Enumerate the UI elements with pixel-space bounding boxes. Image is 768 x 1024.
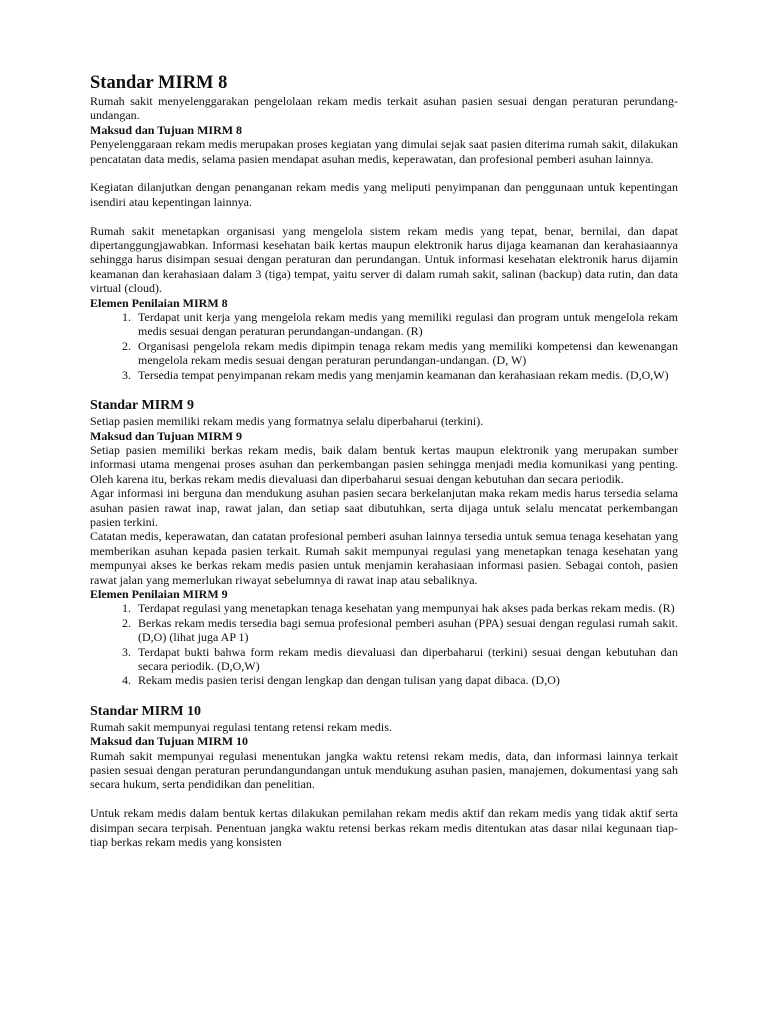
- section-title: Standar MIRM 9: [90, 398, 194, 414]
- subheading-elemen-penilaian: Elemen Penilaian MIRM 8: [90, 295, 228, 310]
- section-title: Standar MIRM 10: [90, 703, 201, 719]
- paragraph: Untuk rekam medis dalam bentuk kertas dilakukan pemilahan rekam medis aktif dan rekam medis yang tidak aktif serta disimpan secara terpisah. Penentuan jangka waktu retensi berkas rekam medis ditentukan atas dasar nilai kegunaan tiap-tiap berkas rekam medis yang konsisten: [90, 806, 678, 850]
- list-item: 1. Terdapat unit kerja yang mengelola rekam medis yang memiliki regulasi dan program untuk mengelola rekam medis sesuai dengan peraturan perundangan-undangan. (R): [134, 310, 678, 339]
- paragraph: Kegiatan dilanjutkan dengan penanganan rekam medis yang meliputi penyimpanan dan penggunaan untuk kepentingan isendiri atau kepentingan lainnya.: [90, 180, 678, 209]
- section-mirm-9: [90, 398, 678, 688]
- paragraph: Setiap pasien memiliki berkas rekam medis, baik dalam bentuk kertas maupun elektronik yang merupakan sumber informasi utama mengenai proses asuhan dan perkembangan pasien sehingga menjadi media komunikasi yang penting. Oleh karena itu, berkas rekam medis dievaluasi dan diperbaharui sesuai dengan kebutuhan dan secara periodik.: [90, 442, 678, 486]
- paragraph: Catatan medis, keperawatan, dan catatan profesional pemberi asuhan lainnya tersedia untuk semua tenaga kesehatan yang memberikan asuhan kepada pasien terkait. Rumah sakit mempunyai regulasi yang menetapkan tenaga kesehatan yang mempunyai akses ke berkas rekam medis pasien untuk menjamin kerahasiaan informasi pasien. Sebagai contoh, pasien rawat jalan yang memerlukan riwayat sebelumnya di rawat inap atau sebaliknya.: [90, 529, 678, 587]
- standard-statement: Rumah sakit menyelenggarakan pengelolaan rekam medis terkait asuhan pasien sesuai dengan peraturan perundang-undangan.: [90, 94, 678, 123]
- subheading-elemen-penilaian: Elemen Penilaian MIRM 9: [90, 586, 228, 601]
- assessment-list: [90, 601, 678, 687]
- assessment-list: [90, 310, 678, 382]
- list-item: 3. Terdapat bukti bahwa form rekam medis dievaluasi dan diperbaharui (terkini) sesuai dengan kebutuhan dan secara periodik. (D,O,W): [134, 645, 678, 674]
- subheading-maksud-tujuan: Maksud dan Tujuan MIRM 8: [90, 122, 243, 137]
- paragraph: Rumah sakit mempunyai regulasi menentukan jangka waktu retensi rekam medis, data, dan informasi lainnya terkait pasien sesuai dengan peraturan perundangundangan untuk mendukung asuhan pasien, manajemen, dokumentasi yang sah secara hukum, serta pendidikan dan penelitian.: [90, 748, 678, 792]
- subheading-maksud-tujuan: Maksud dan Tujuan MIRM 10: [90, 734, 249, 749]
- list-item: 2. Organisasi pengelola rekam medis dipimpin tenaga rekam medis yang memiliki kompetensi dan kewenangan mengelola rekam medis sesuai dengan peraturan perundangan-undangan. (D, W): [134, 339, 678, 368]
- section-mirm-10: [90, 704, 678, 850]
- section-title: Standar MIRM 8: [90, 73, 228, 93]
- paragraph: Agar informasi ini berguna dan mendukung asuhan pasien secara berkelanjutan maka rekam medis harus tersedia selama asuhan pasien rawat inap, rawat jalan, dan setiap saat dibutuhkan, serta dijaga untuk selalu mencatat perkembangan pasien terkini.: [90, 486, 678, 529]
- list-item: 2. Berkas rekam medis tersedia bagi semua profesional pemberi asuhan (PPA) sesuai dengan regulasi rumah sakit. (D,O) (lihat juga AP 1): [134, 616, 678, 645]
- list-item: 3. Tersedia tempat penyimpanan rekam medis yang menjamin keamanan dan kerahasiaan rekam medis. (D,O,W): [134, 368, 678, 382]
- list-item: 1. Terdapat regulasi yang menetapkan tenaga kesehatan yang mempunyai hak akses pada berkas rekam medis. (R): [134, 601, 678, 615]
- standard-statement: Setiap pasien memiliki rekam medis yang formatnya selalu diperbaharui (terkini).: [90, 414, 484, 429]
- standard-statement: Rumah sakit mempunyai regulasi tentang retensi rekam medis.: [90, 719, 392, 734]
- list-item: 4. Rekam medis pasien terisi dengan lengkap dan dengan tulisan yang dapat dibaca. (D,O): [134, 673, 678, 687]
- section-mirm-8: [90, 72, 678, 382]
- subheading-maksud-tujuan: Maksud dan Tujuan MIRM 9: [90, 428, 243, 443]
- paragraph: Penyelenggaraan rekam medis merupakan proses kegiatan yang dimulai sejak saat pasien diterima rumah sakit, dilakukan pencatatan data medis, selama pasien mendapat asuhan medis, keperawatan, dan profesional pemberi asuhan lainnya.: [90, 137, 678, 166]
- paragraph: Rumah sakit menetapkan organisasi yang mengelola sistem rekam medis yang tepat, benar, bernilai, dan dapat dipertanggungjawabkan. Informasi kesehatan baik kertas maupun elektronik harus dijaga keamanan dan kerahasiaannya sehingga harus disimpan sesuai dengan peraturan dan perundangan. Untuk informasi kesehatan elektronik harus dijamin keamanan dan kerahasiaan dalam 3 (tiga) tempat, yaitu server di dalam rumah sakit, salinan (backup) data rutin, dan data virtual (cloud).: [90, 223, 678, 296]
